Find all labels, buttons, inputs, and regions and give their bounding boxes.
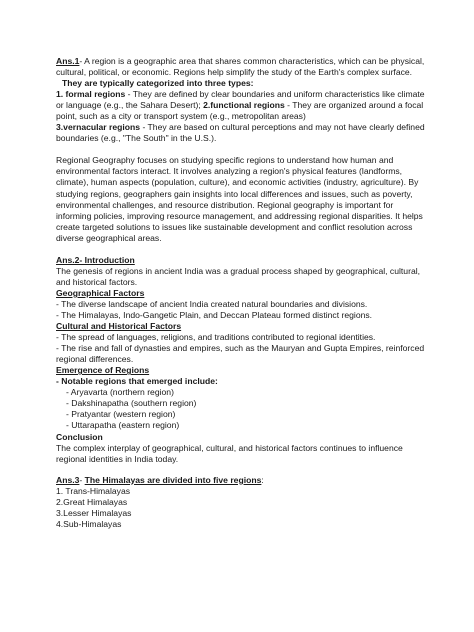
ans3-sep: -: [79, 474, 85, 485]
region-item: - Dakshinapatha (southern region): [66, 398, 197, 409]
region-item: - Aryavarta (northern region): [66, 387, 174, 398]
region-item: - Uttarapatha (eastern region): [66, 420, 180, 431]
ans1-label: Ans.1: [56, 56, 80, 66]
himalaya-region-item: 1. Trans-Himalayas: [56, 485, 131, 496]
ans1-types-heading: They are typically categorized into three types:: [62, 78, 254, 89]
regional-geography-paragraph: Regional Geography focuses on studying specific regions to understand how human and environmental factors interact. It involves analyzing a region's physical features (landforms, climate), human aspects (population, culture), and economic activities (industry, agriculture). By studying regions, geographers gain insights into local differences and issues, such as poverty, environmental challenges, and resource distribution. Regional geography is important for informing policies, improving resource management, and addressing regional disparities. It helps create targeted solutions to issues like sustainable development and conflict resolution across diverse geographical areas.: [56, 155, 423, 243]
spacer: [56, 465, 428, 475]
himalaya-region-item: 4.Sub-Himalayas: [56, 518, 122, 529]
ans1-vernacular-paragraph: [56, 122, 428, 144]
ans3-heading-line: Ans.3- The Himalayas are divided into five regions:: [56, 474, 264, 485]
ans3-label: Ans.3: [56, 474, 80, 485]
ans1-intro-text: - A region is a geographic area that shares common characteristics, which can be physical, cultural, political, or economic. Regions help simplify the study of the Earth's complex surface.: [56, 56, 425, 78]
formal-regions-text: - They are defined by clear boundaries and uniform characteristics like climate or language (e.g., the Sahara Desert);: [56, 89, 425, 111]
functional-regions-text: - They are organized around a focal point, such as a city or transport system (e.g., metropolitan areas): [56, 100, 424, 122]
vernacular-regions-label: 3.vernacular regions: [56, 122, 141, 133]
emergence-heading: Emergence of Regions: [56, 365, 150, 376]
spacer: [56, 144, 428, 155]
conclusion-heading: Conclusion: [56, 431, 103, 442]
ans2-label: Ans.2- Introduction: [56, 254, 135, 265]
vernacular-regions-text: - They are based on cultural perceptions and may not have clearly defined boundaries (e.g., "The South" in the U.S.).: [56, 122, 425, 144]
conclusion-text: The complex interplay of geographical, cultural, and historical factors continues to influence regional identities in India today.: [56, 442, 403, 464]
himalaya-region-item: 3.Lesser Himalayas: [56, 507, 132, 518]
ans1-intro: [56, 56, 428, 78]
region-item: - Pratyantar (western region): [66, 409, 176, 420]
geographical-factors-heading: Geographical Factors: [56, 287, 145, 298]
geo-item: - The Himalayas, Indo-Gangetic Plain, and Deccan Plateau formed distinct regions.: [56, 309, 373, 320]
functional-regions-label: 2.functional regions: [203, 100, 285, 111]
notable-regions-heading: - Notable regions that emerged include:: [56, 376, 218, 387]
geo-item: - The diverse landscape of ancient India created natural boundaries and divisions.: [56, 298, 368, 309]
spacer: [56, 244, 428, 255]
cultural-item: - The rise and fall of dynasties and empires, such as the Mauryan and Gupta Empires, reinforced regional differences.: [56, 343, 425, 365]
ans2-intro: The genesis of regions in ancient India was a gradual process shaped by geographical, cultural, and historical factors.: [56, 265, 421, 287]
himalaya-region-item: 2.Great Himalayas: [56, 496, 128, 507]
document-body: [56, 56, 428, 530]
ans3-heading: The Himalayas are divided into five regions: [84, 474, 262, 485]
ans1-types-paragraph: [56, 89, 428, 122]
formal-regions-label: 1. formal regions: [56, 89, 126, 100]
cultural-item: - The spread of languages, religions, and traditions contributed to regional identities.: [56, 332, 376, 343]
cultural-historical-heading: Cultural and Historical Factors: [56, 321, 182, 332]
notable-regions-heading-text: - Notable regions that emerged include: [56, 376, 216, 387]
